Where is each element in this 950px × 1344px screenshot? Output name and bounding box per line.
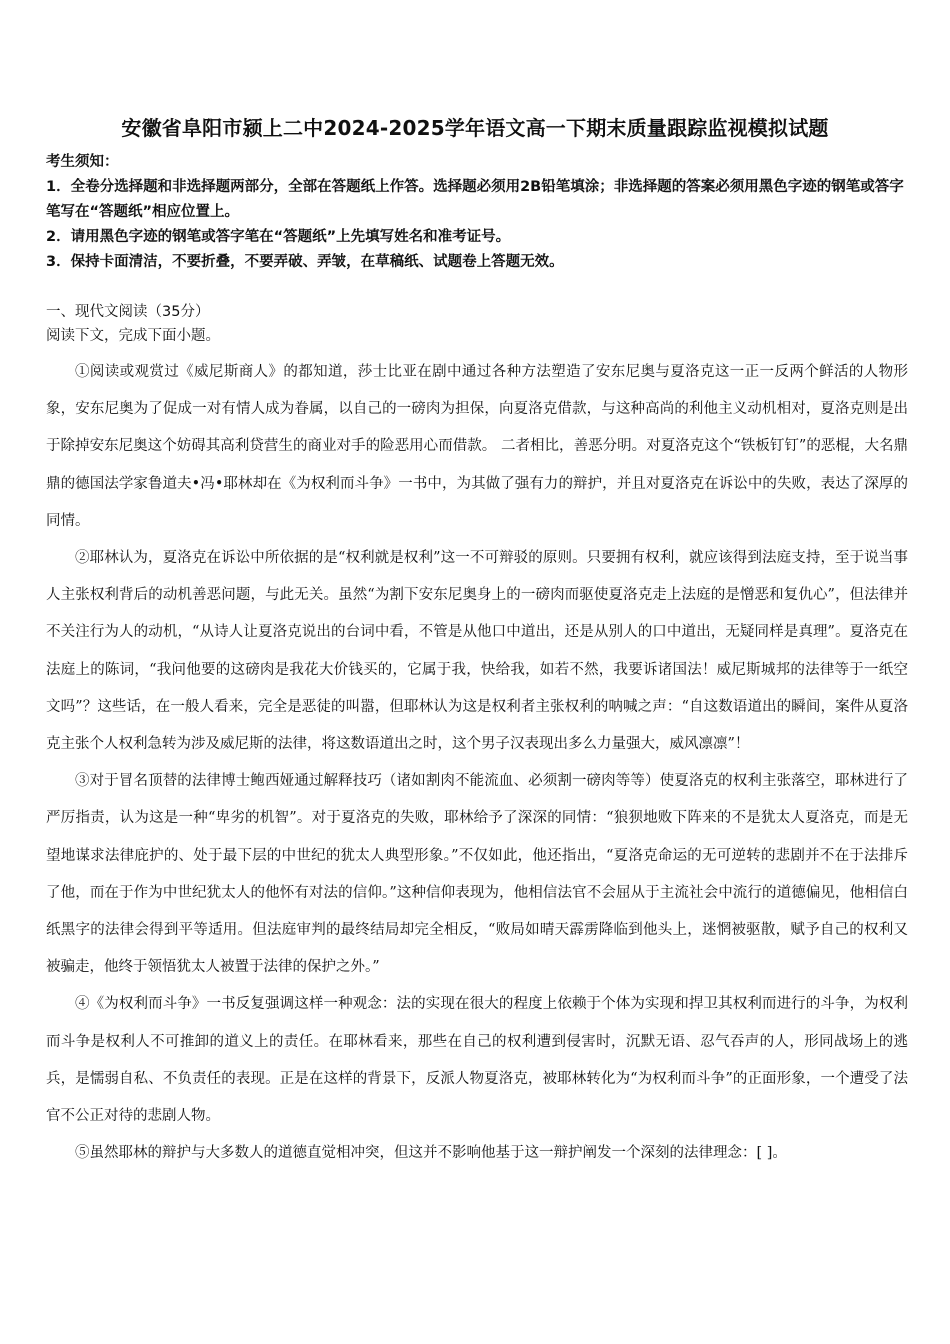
paragraph-5: ⑤虽然耶林的辩护与大多数人的道德直觉相冲突，但这并不影响他基于这一辩护阐发一个深刻的法律理念：[ ]。 <box>75 1145 787 1162</box>
paragraph-3: ③对于冒名顶替的法律博士鲍西娅通过解释技巧（诸如割肉不能流血、必须割一磅肉等等）使夏洛克的权利主张落空，耶林进行了严厉指责，认为这是一种“卑劣的机智”。对于夏洛克的失败，耶林给予了深深的同情：“狼狈地败下阵来的不是犹太人夏洛克，而是无望地谋求法律庇护的、处于最下层的中世纪的犹太人典型形象。”不仅如此，他还指出，“夏洛克命运的无可逆转的悲剧并不在于法排斥了他，而在于作为中世纪犹太人的他怀有对法的信仰。”这种信仰表现为，他相信法官不会屈从于主流社会中流行的道德偏见，他相信白纸黑字的法律会得到平等适用。但法庭审判的最终结局却完全相反，“败局如晴天霹雳降临到他头上，迷惘被驱散，赋予自己的权利又被骗走，他终于领悟犹太人被置于法律的保护之外。” <box>46 773 908 976</box>
section-header <box>46 300 908 348</box>
notice-item-1: 1．全卷分选择题和非选择题两部分，全部在答题纸上作答。选择题必须用2B铅笔填涂；非选择题的答案必须用黑色字迹的钢笔或答字笔写在“答题纸”相应位置上。 <box>46 179 904 220</box>
section-heading: 一、现代文阅读（35分） <box>46 304 210 320</box>
section-instruction: 阅读下文，完成下面小题。 <box>46 328 220 344</box>
paragraph-1: ①阅读或观赏过《威尼斯商人》的都知道，莎士比亚在剧中通过各种方法塑造了安东尼奥与夏洛克这一正一反两个鲜活的人物形象，安东尼奥为了促成一对有情人成为眷属，以自己的一磅肉为担保，向夏洛克借款，与这种高尚的利他主义动机相对，夏洛克则是出于除掉安东尼奥这个妨碍其高利贷营生的商业对手的险恶用心而借款。 二者相比，善恶分明。对夏洛克这个“铁板钉钉”的恶棍，大名鼎鼎的德国法学家鲁道夫•冯•耶林却在《为权利而斗争》一书中，为其做了强有力的辩护，并且对夏洛克在诉讼中的失败，表达了深厚的同情。 <box>46 364 908 529</box>
reading-passage <box>46 354 908 1172</box>
notice-heading: 考生须知： <box>46 154 119 170</box>
notice-item-2: 2．请用黑色字迹的钢笔或答字笔在“答题纸”上先填写姓名和准考证号。 <box>46 229 511 245</box>
paragraph-4: ④《为权利而斗争》一书反复强调这样一种观念：法的实现在很大的程度上依赖于个体为实现和捍卫其权利而进行的斗争，为权利而斗争是权利人不可推卸的道义上的责任。在耶林看来，那些在自己的权利遭到侵害时，沉默无语、忍气吞声的人，形同战场上的逃兵，是懦弱自私、不负责任的表现。正是在这样的背景下，反派人物夏洛克，被耶林转化为“为权利而斗争”的正面形象，一个遭受了法官不公正对待的悲剧人物。 <box>46 996 908 1125</box>
paragraph-2: ②耶林认为，夏洛克在诉讼中所依据的是“权利就是权利”这一不可辩驳的原则。只要拥有权利，就应该得到法庭支持，至于说当事人主张权利背后的动机善恶问题，与此无关。虽然“为割下安东尼奥身上的一磅肉而驱使夏洛克走上法庭的是憎恶和复仇心”，但法律并不关注行为人的动机，“从诗人让夏洛克说出的台词中看，不管是从他口中道出，还是从别人的口中道出，无疑同样是真理”。夏洛克在法庭上的陈词，“我问他要的这磅肉是我花大价钱买的，它属于我，快给我，如若不然，我要诉诸国法！威尼斯城邦的法律等于一纸空文吗”？这些话，在一般人看来，完全是恶徒的叫嚣，但耶林认为这是权利者主张权利的呐喊之声：“自这数语道出的瞬间，案件从夏洛克主张个人权利急转为涉及威尼斯的法律，将这数语道出之时，这个男子汉表现出多么力量强大，威风凛凛”！ <box>46 550 908 753</box>
page-title: 安徽省阜阳市颍上二中2024-2025学年语文高一下期末质量跟踪监视模拟试题 <box>121 116 829 140</box>
notice-item-3: 3．保持卡面清洁，不要折叠，不要弄破、弄皱，在草稿纸、试题卷上答题无效。 <box>46 254 564 270</box>
candidate-notice <box>46 150 908 275</box>
